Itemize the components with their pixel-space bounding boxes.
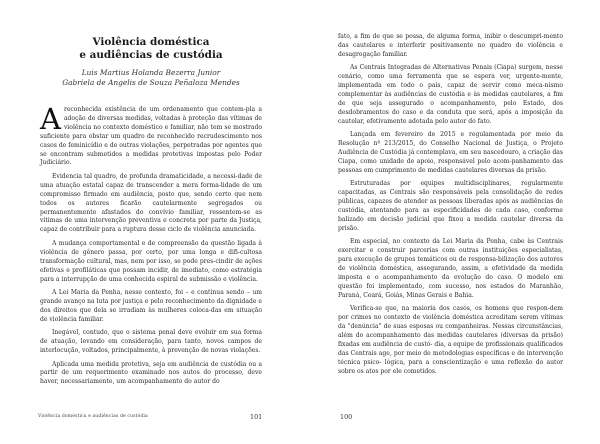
drop-cap: A	[40, 102, 61, 136]
paragraph: Em especial, no contexto da Lei Maria da Penha, cabe às Centrais exercitar e construir parcerias com outras instituições especialistas, para execução de grupos temáticos ou de responsa-bilização dos autores de violência doméstica, assegurando, assim, a efetividade da medida imposta e o acompanhamento da evolução do caso. O modelo em questão foi implementado, com sucesso, nos estados do Maranhão, Paraná, Ceará, Goiás, Minas Gerais e Bahia.	[338, 238, 563, 299]
paragraph: Aplicada uma medida protetiva, seja em audiência de custódia ou a partir de um requerimento examinado nos autos do processo, deve haver, necessariamente, um acompanhamento do autor do	[40, 360, 262, 386]
paragraph: Evidencia tal quadro, de profunda dramaticidade, a necessi-dade de uma atuação estatal capaz de transcender a mera forma-lidade de um compromisso firmado em audiência, posto que, sendo certo que nem todos os autores ficarão cautelarmente segregados ou permanentemente afastados do convívio familiar, ressentem-se as vítimas de uma intervenção preventiva e concreta por parte da Justiça, capaz de contribuir para a ruptura desse ciclo de violência anunciada.	[40, 172, 262, 234]
paragraph: Inegável, contudo, que o sistema penal deve evoluir em sua forma de atuação, levando em consideração, para tanto, novos campos de interlocução, voltados, principalmente, à prevenção de novas violações.	[40, 329, 262, 355]
paragraph-text: reconhecida existência de um ordenamento que contem-pla a adoção de diversas medidas, voltadas à proteção das vítimas de violência no contexto doméstico e familiar, não tem se mostrado suficiente para obstar um quadro de reconhecido recrudescimento nos casos de feminicídio e de outras violações, perpetradas por agentes que se encontram submetidos a medidas protetivas impostas pelo Poder Judiciário.	[40, 106, 262, 167]
right-page	[300, 0, 600, 444]
paragraph: Lançada em fevereiro de 2015 e regulamentada por meio da Resolução nº 213/2015, do Conselho Nacional de Justiça, o Projeto Audiência de Custódia já contemplava, em seu nascedouro, a criação das Ciapa, como unidade de apoio, responsável pelo acom-panhamento das pessoas em cumprimento de medidas cautelares diversas da prisão.	[338, 131, 563, 174]
page-number: 100	[340, 413, 353, 421]
title-line-1: Violência doméstica	[92, 36, 210, 48]
authors	[40, 68, 262, 88]
paragraph	[40, 102, 262, 168]
paragraph: Estruturadas por equipes multidisciplinares, regularmente capacitadas, as Centrais são responsáveis pela consolidação de redes públicas, capazes de atender as pessoas liberadas após as audiências de custódia, atentando para as especificidades de cada caso, conforme balizado em decisão judicial que fixou a medida cautelar diversa da prisão.	[338, 180, 563, 232]
author-1: Luis Martius Holanda Bezerra Junior	[81, 68, 221, 77]
paragraph: fato, a fim de que se possa, de alguma forma, inibir o descumpri-mento das cautelares e interferir positivamente no quadro de violência e desagregação familiar.	[338, 33, 563, 58]
title-line-2: e audiências de custódia	[79, 49, 223, 61]
paragraph: A Lei Maria da Penha, nesse contexto, foi – e continua sendo – um grande avanço na luta por justiça e pelo reconhecimento da dignidade e dos direitos que dela se irradiam às mulheres coloca-das em situação de violência familiar.	[40, 289, 262, 323]
paragraph: Verifica-se que, na maioria dos casos, os homens que respon-dem por crimes no contexto de violência doméstica acreditam serem vítimas da "denúncia" de suas esposas ou companheiras. Nessas circunstâncias, além do acompanhamento das medidas cautelares (diversas da prisão) fixadas em audiência de custó- dia, a equipe de profissionais qualificados das Centrais age, por meio de metodologias específicas e de intervenção técnica psico- lógica, para a conscientização e uma reflexão do autor sobre os atos por ele cometidos.	[338, 305, 563, 375]
left-column-text	[40, 102, 262, 392]
author-2: Gabriela de Angelis de Souza Peñaloza Mendes	[62, 78, 240, 87]
paragraph: A mudança comportamental e de compreensão da questão ligada à violência de gênero passa, por certo, por uma longa e difi-cultosa transformação cultural, mas, nem por isso, se pode pres-cindir de ações efetivas e profiláticas que possam incidir, de imediato, como estratégia para a interrupção de uma conhecida espiral de submissão e violência.	[40, 239, 262, 283]
page-number: 101	[250, 413, 263, 421]
article-title	[40, 36, 262, 62]
right-column-text	[338, 33, 563, 381]
paragraph: As Centrais Integradas de Alternativas Penais (Ciapa) surgem, nesse cenário, como uma ferramenta que se espera ver, urgente-mente, implementada em todo o país, capaz de servir como meca-nismo complementar às audiências de custódia e às medidas cautelares, a fim de que seja assegurado o acompanhamento, pelo Estado, dos desdobramentos do caso e da conduta que será, após a imposição da cautelar, efetivamente adotada pelo autor do fato.	[338, 64, 563, 125]
running-footer: Violência doméstica e audiências de custódia	[38, 414, 148, 419]
